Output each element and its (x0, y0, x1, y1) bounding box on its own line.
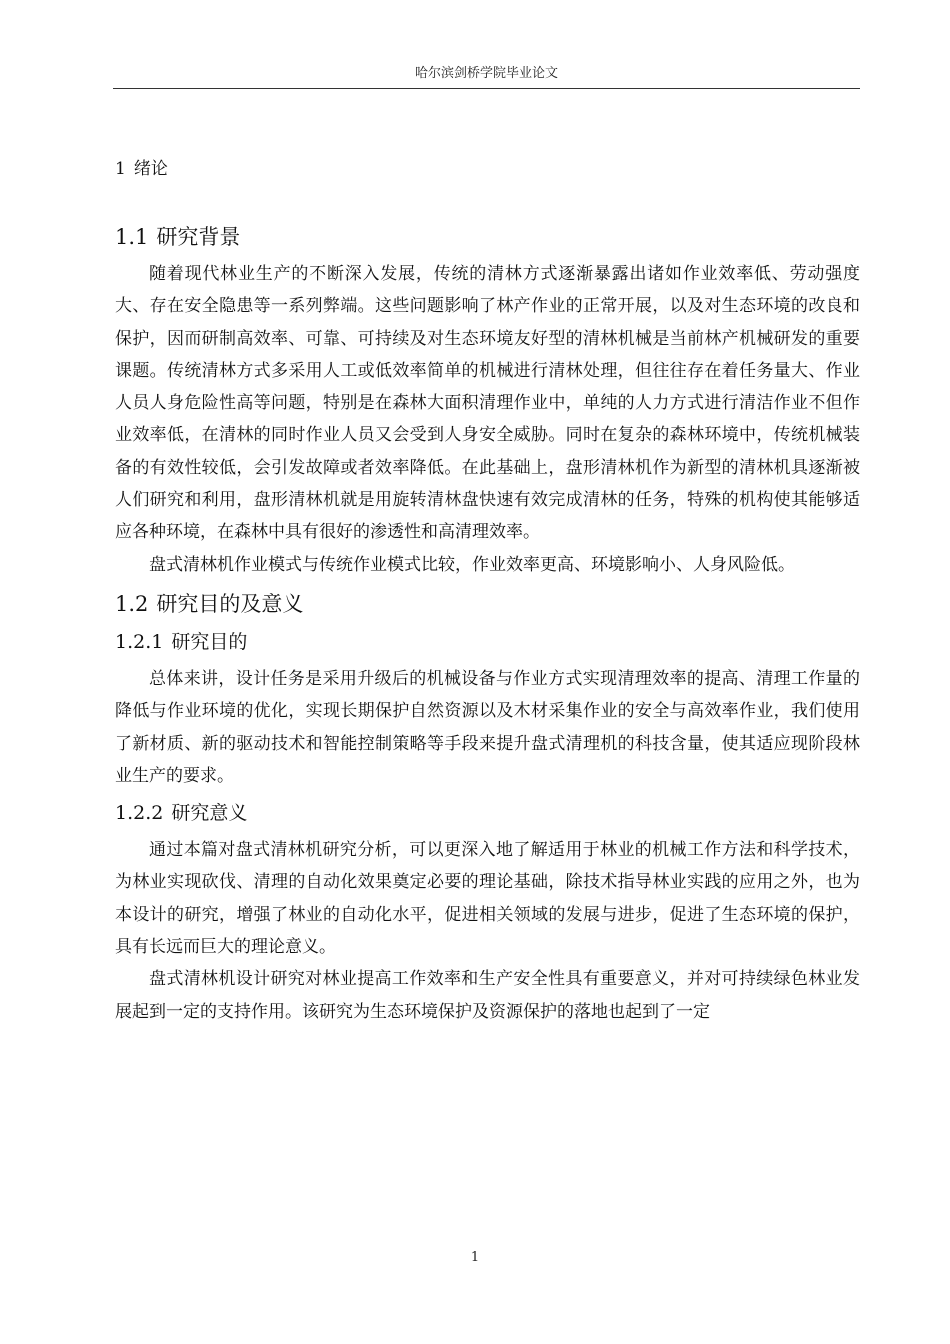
subsection-heading-1-2-1 (115, 625, 860, 659)
section-title: 研究目的及意义 (156, 591, 304, 616)
paragraph: 盘式清林机设计研究对林业提高工作效率和生产安全性具有重要意义，并对可持续绿色林业发展起到一定的支持作用。该研究为生态环境保护及资源保护的落地也起到了一定 (115, 969, 860, 1022)
subsection-number: 1.2.2 (115, 802, 164, 825)
subsection-number: 1.2.1 (115, 630, 164, 653)
section-heading-1-1 (115, 220, 860, 254)
page-number: 1 (470, 1250, 480, 1265)
chapter-number: 1 (115, 159, 126, 179)
chapter-title (115, 154, 860, 184)
paragraph: 随着现代林业生产的不断深入发展，传统的清林方式逐渐暴露出诸如作业效率低、劳动强度大、存在安全隐患等一系列弊端。这些问题影响了林产作业的正常开展，以及对生态环境的改良和保护，因而研制高效率、可靠、可持续及对生态环境友好型的清林机械是当前林产机械研发的重要课题。传统清林方式多采用人工或低效率简单的机械进行清林处理，但往往存在着任务量大、作业人员人身危险性高等问题，特别是在森林大面积清理作业中，单纯的人力方式进行清洁作业不但作业效率低，在清林的同时作业人员又会受到人身安全威胁。同时在复杂的森林环境中，传统机械装备的有效性较低，会引发故障或者效率降低。在此基础上，盘形清林机作为新型的清林机具逐渐被人们研究和利用，盘形清林机就是用旋转清林盘快速有效完成清林的任务，特殊的机构使其能够适应各种环境，在森林中具有很好的渗透性和高清理效率。 (115, 264, 860, 543)
page-header (113, 64, 860, 89)
subsection-title: 研究意义 (171, 802, 248, 825)
paragraph: 通过本篇对盘式清林机研究分析，可以更深入地了解适用于林业的机械工作方法和科学技术，为林业实现砍伐、清理的自动化效果奠定必要的理论基础，除技术指导林业实践的应用之外，也为本设计的研究，增强了林业的自动化水平，促进相关领域的发展与进步，促进了生态环境的保护，具有长远而巨大的理论意义。 (115, 840, 860, 958)
chapter-title-text: 绪论 (133, 159, 168, 179)
section-number: 1.1 (115, 225, 149, 249)
subsection-title: 研究目的 (171, 630, 248, 653)
document-body (115, 154, 860, 1028)
paragraph: 盘式清林机作业模式与传统作业模式比较，作业效率更高、环境影响小、人身风险低。 (149, 554, 795, 575)
subsection-heading-1-2-2 (115, 796, 860, 830)
paragraph: 总体来讲，设计任务是采用升级后的机械设备与作业方式实现清理效率的提高、清理工作量的降低与作业环境的优化，实现长期保护自然资源以及木材采集作业的安全与高效率作业，我们使用了新材质、新的驱动技术和智能控制策略等手段来提升盘式清理机的科技含量，使其适应现阶段林业生产的要求。 (115, 668, 860, 786)
section-number: 1.2 (115, 591, 149, 616)
section-heading-1-2 (115, 587, 860, 621)
header-title: 哈尔滨剑桥学院毕业论文 (414, 66, 558, 81)
section-title: 研究背景 (156, 225, 241, 249)
